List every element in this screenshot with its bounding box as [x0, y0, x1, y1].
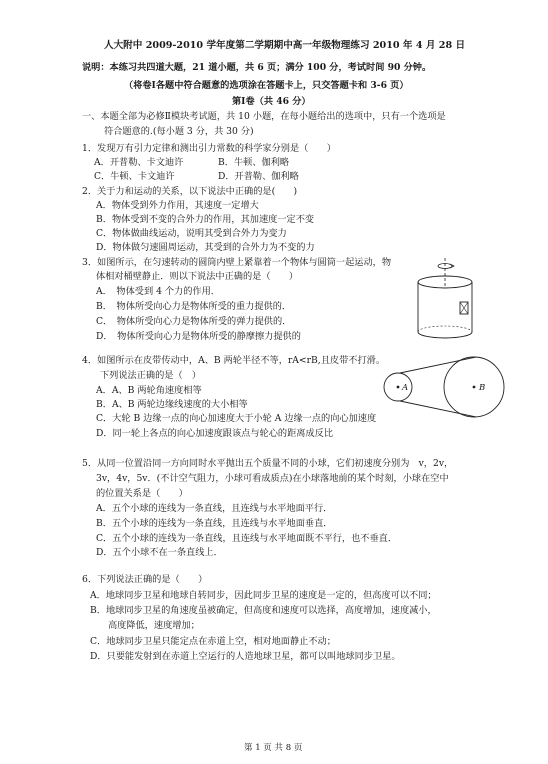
q4-option-c: C．大轮 B 边缘一点的向心加速度大于小轮 A 边缘一点的向心加速度	[96, 413, 377, 424]
wheel-a-label: A	[402, 383, 409, 393]
q3-option-b: B． 物体所受向心力是物体所受的重力提供的．	[96, 301, 292, 312]
q4-stem-line2: 下列说法正确的是（ ）	[100, 370, 202, 381]
q6-stem: 6．下列说法正确的是（ ）	[82, 574, 208, 585]
q6-option-a: A．地球同步卫星和地球自转同步，因此同步卫星的速度是一定的，但高度可以不同；	[90, 590, 437, 601]
part1-intro-line1: 一、本题全部为必修Ⅱ模块考试题，共 10 小题，在每小题给出的选项中，只有一个选项是	[82, 111, 446, 122]
q5-option-c: C．五个小球的连线为一条直线，且连线与水平地面既不平行，也不垂直．	[96, 533, 398, 544]
q3-stem-line1: 3．如图所示，在匀速转动的圆筒内壁上紧靠着一个物体与圆筒一起运动，物	[82, 257, 392, 268]
q4-option-a: A．A、B 两轮角速度相等	[96, 385, 202, 396]
q5-stem-line3: 的位置关系是（ ）	[96, 488, 188, 499]
q3-option-d: D． 物体所受向心力是物体所受的静摩擦力提供的	[96, 331, 301, 342]
q4-stem: 4．如图所示在皮带传动中，A、B 两轮半径不等，rA<rB,且皮带不打滑。	[82, 355, 386, 366]
q1-option-a: A．开普勒、卡文迪许	[94, 157, 184, 168]
q1-stem: 1．发现万有引力定律和测出引力常数的科学家分别是（ ）	[82, 143, 336, 154]
wheel-b-label: B	[479, 383, 486, 393]
rotating-cylinder-figure	[410, 256, 480, 346]
part1-intro-line2: 符合题意的.(每小题 3 分，共 30 分)	[104, 126, 254, 137]
exam-title: 人大附中 2009-2010 学年度第二学期期中高一年级物理练习 2010 年 4 月 28 日	[104, 40, 466, 51]
belt-drive-figure	[378, 350, 508, 430]
q6-option-c: C．地球同步卫星只能定点在赤道上空，相对地面静止不动；	[90, 636, 336, 647]
q3-stem-line2: 体相对桶壁静止．则以下说法中正确的是（ ）	[96, 271, 299, 282]
q5-option-b: B．五个小球的连线为一条直线，且连线与水平地面垂直．	[96, 518, 333, 529]
q2-option-c: C．物体做曲线运动，说明其受到合外力为变力	[96, 228, 287, 239]
q2-option-b: B．物体受到不变的合外力的作用，其加速度一定不变	[96, 214, 315, 225]
q5-stem-line2: 3v，4v，5v．(不计空气阻力，小球可看成质点)在小球落地前的某个时刻，小球在空中	[96, 473, 449, 484]
q1-option-c: C．牛顿、卡文迪许	[94, 171, 175, 182]
q6-option-b-line1: B．地球同步卫星的角速度虽被确定，但高度和速度可以选择，高度增加，速度减小，	[90, 605, 437, 616]
q1-option-d: D．开普勒、伽利略	[218, 171, 299, 182]
q4-option-d: D．同一轮上各点的向心加速度跟该点与轮心的距离成反比	[96, 428, 334, 439]
q5-option-a: A．五个小球的连线为一条直线，且连线与水平地面平行．	[96, 503, 333, 514]
q2-stem: 2．关于力和运动的关系，以下说法中正确的是( )	[82, 186, 298, 197]
q4-option-b: B．A、B 两轮边缘线速度的大小相等	[96, 399, 248, 410]
section-heading: 第Ⅰ卷（共 46 分）	[232, 96, 311, 107]
exam-note-line1: 说明：本练习共四道大题，21 道小题，共 6 页；满分 100 分，考试时间 90 分钟。	[82, 62, 432, 73]
q5-stem-line1: 5．从同一位置沿同一方向同时水平抛出五个质量不同的小球，它们初速度分别为 v，2v，	[82, 458, 454, 469]
q6-option-d: D．只要能发射到在赤道上空运行的人造地球卫星，都可以叫地球同步卫星。	[90, 651, 401, 662]
q2-option-a: A．物体受到外力作用，其速度一定增大	[96, 200, 259, 211]
q2-option-d: D．物体做匀速圆周运动，其受到的合外力为不变的力	[96, 242, 315, 253]
page-number: 第 1 页 共 8 页	[244, 743, 303, 753]
q6-option-b-line2: 高度降低，速度增加；	[108, 620, 200, 631]
q3-option-c: C． 物体所受向心力是物体所受的弹力提供的．	[96, 316, 292, 327]
exam-note-line2: （将卷Ⅰ各题中符合题意的选项涂在答题卡上，只交答题卡和 3-6 页）	[124, 80, 409, 91]
q3-option-a: A． 物体受到 4 个力的作用．	[96, 286, 220, 297]
q5-option-d: D．五个小球不在一条直线上．	[96, 547, 223, 558]
q1-option-b: B．牛顿、伽利略	[218, 157, 290, 168]
